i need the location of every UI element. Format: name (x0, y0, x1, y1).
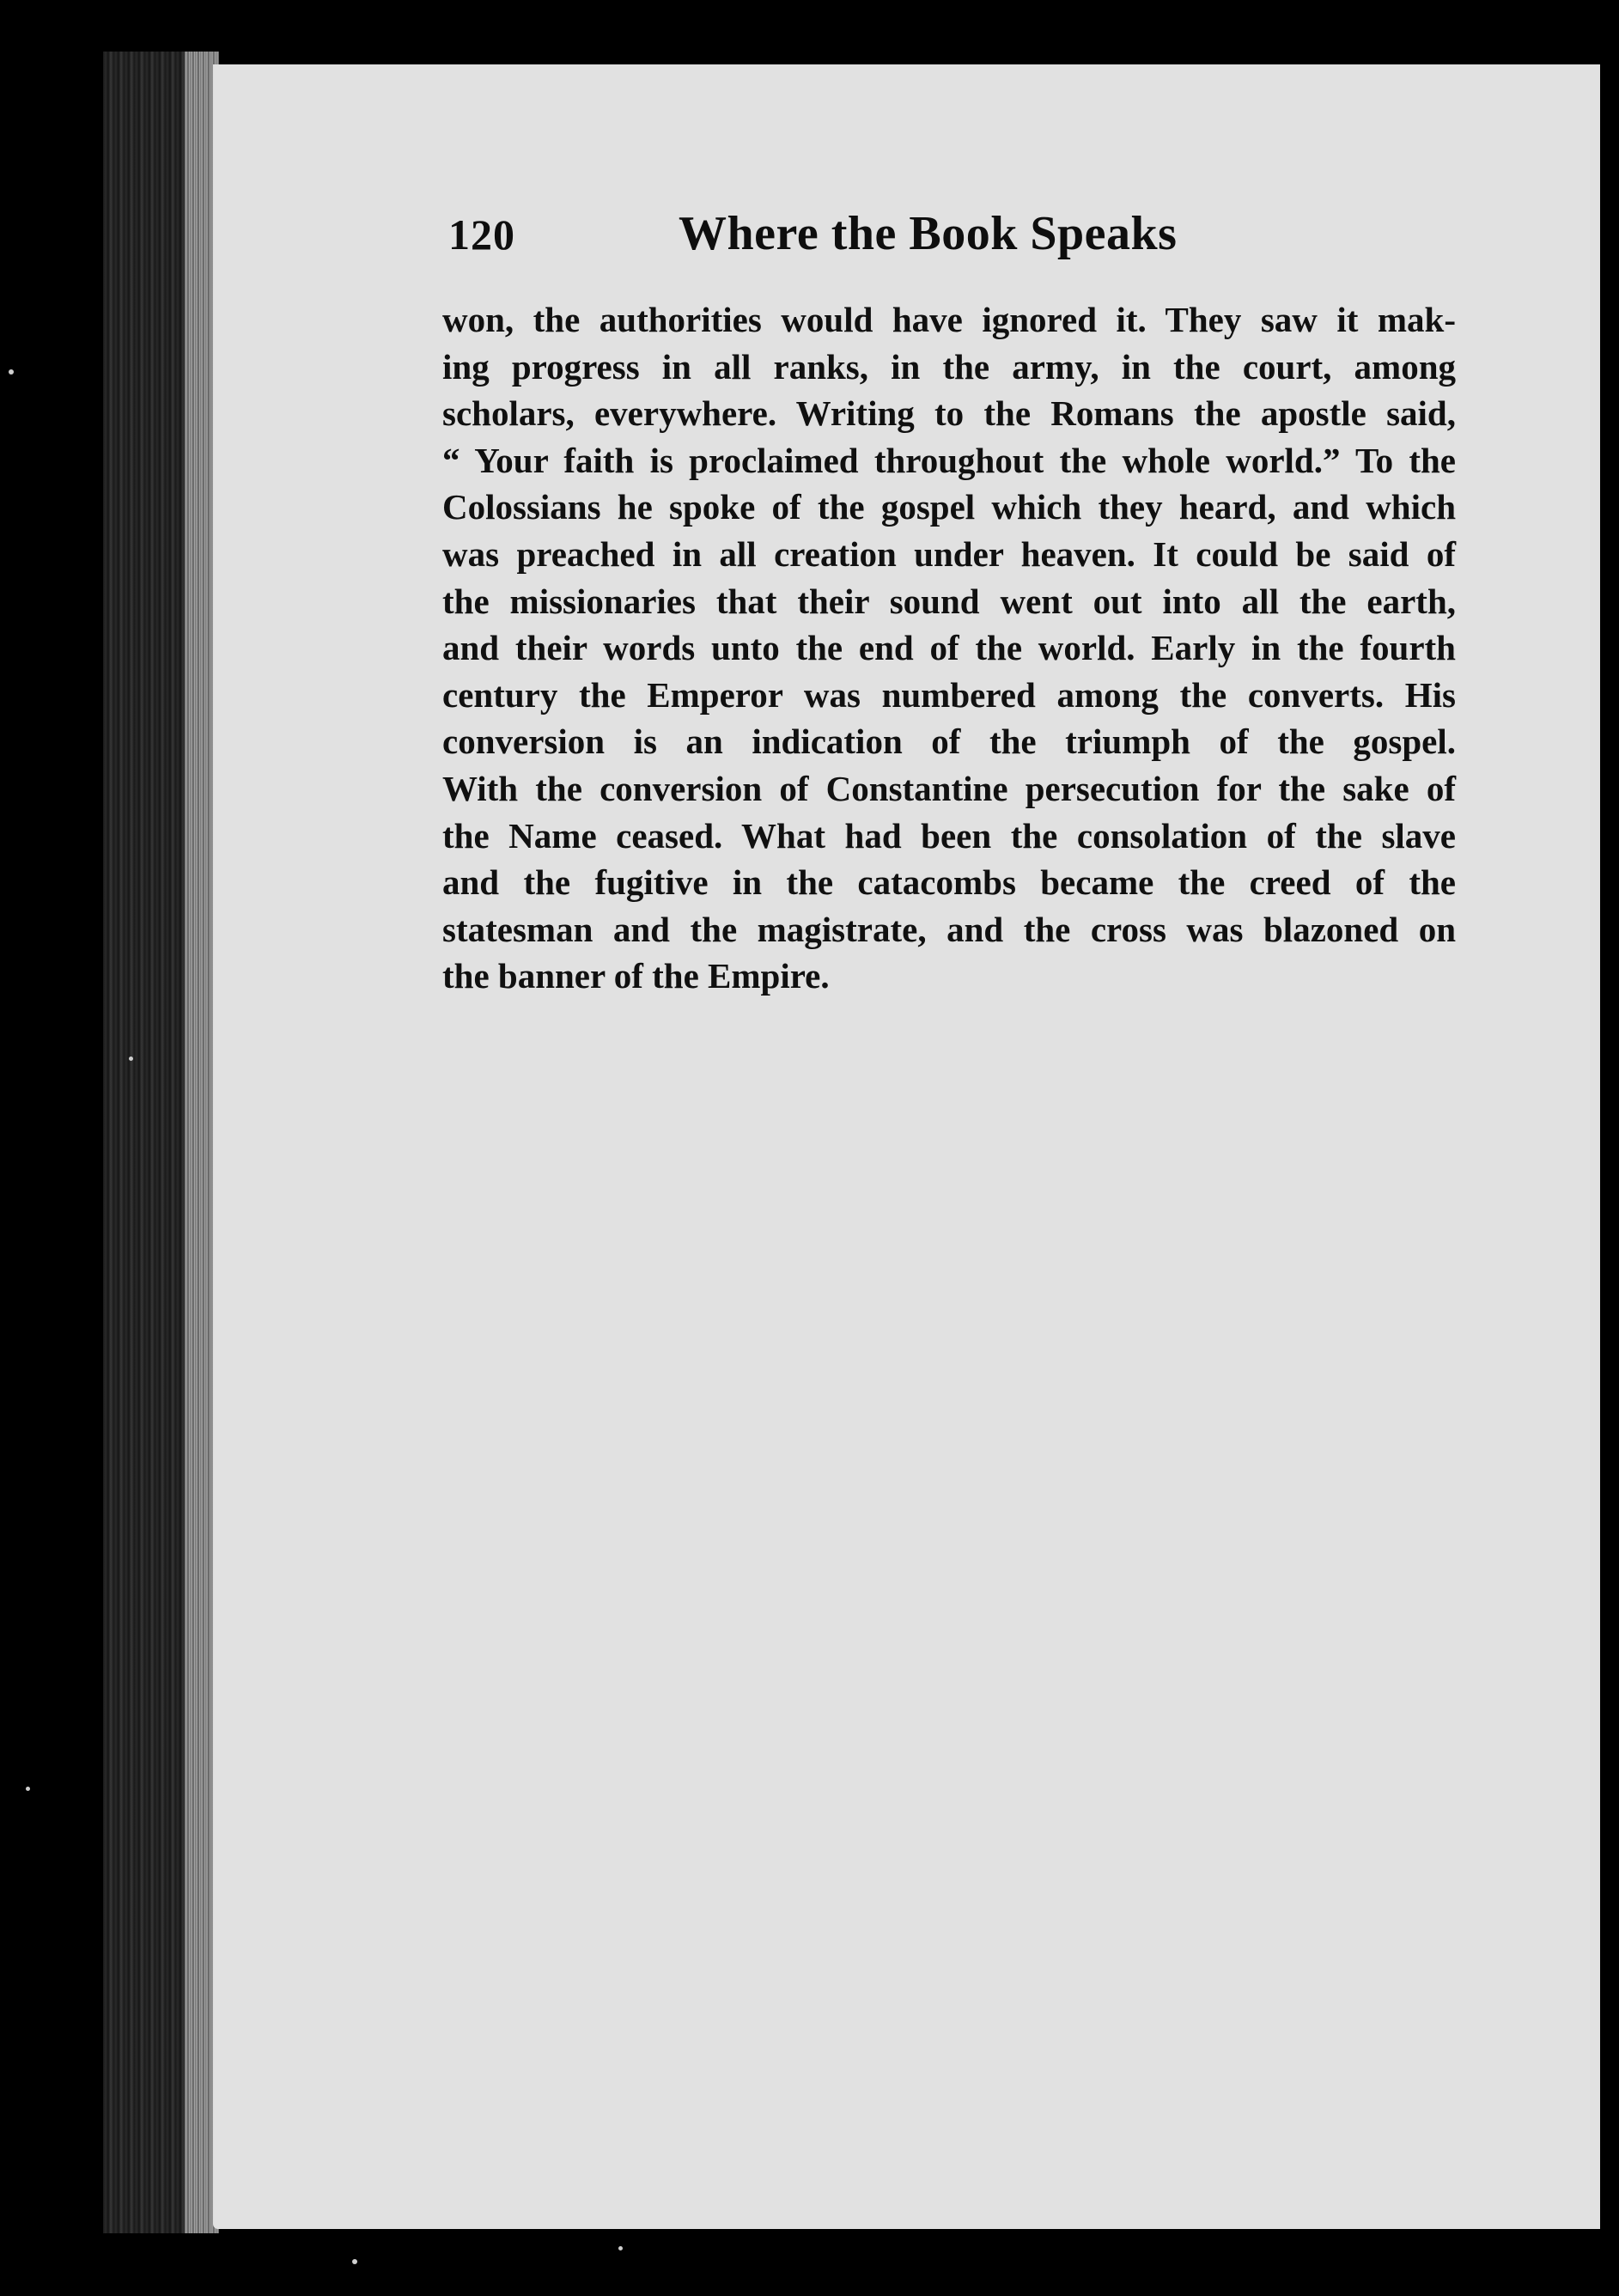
text-line: scholars, everywhere. Writing to the Romans the apostle said, (442, 393, 1456, 434)
text-line: Colossians he spoke of the gospel which they heard, and which (442, 487, 1456, 527)
text-line: century the Emperor was numbered among the converts. His (442, 674, 1456, 715)
text-line: conversion is an indication of the triumph of the gospel. (442, 722, 1456, 762)
text-line: won, the authorities would have ignored it. They saw it mak- (442, 300, 1456, 339)
dust-speck (9, 369, 14, 375)
dust-speck (618, 2246, 623, 2250)
text-line: and the fugitive in the catacombs became the creed of the (442, 862, 1456, 903)
dust-speck (129, 1057, 133, 1061)
running-head (448, 206, 1208, 266)
text-line: and their words unto the end of the world. Early in the fourth (442, 628, 1456, 668)
dust-speck (26, 1787, 30, 1791)
text-line: was preached in all creation under heaven. It could be said of (442, 533, 1456, 574)
body-paragraph (442, 296, 1456, 1000)
page-number: 120 (448, 210, 515, 259)
text-line: the banner of the Empire. (442, 956, 830, 996)
dust-speck (352, 2259, 357, 2264)
text-line: With the conversion of Constantine persecution for the sake of (442, 768, 1456, 808)
text-line: statesman and the magistrate, and the cross was blazoned on (442, 909, 1456, 949)
text-line: “ Your faith is proclaimed throughout the whole world.” To the (442, 440, 1456, 480)
text-line: ing progress in all ranks, in the army, in the court, among (442, 346, 1456, 387)
text-line: the missionaries that their sound went out into all the earth, (442, 581, 1456, 621)
running-title: Where the Book Speaks (679, 207, 1178, 260)
text-line: the Name ceased. What had been the consolation of the slave (442, 815, 1456, 856)
